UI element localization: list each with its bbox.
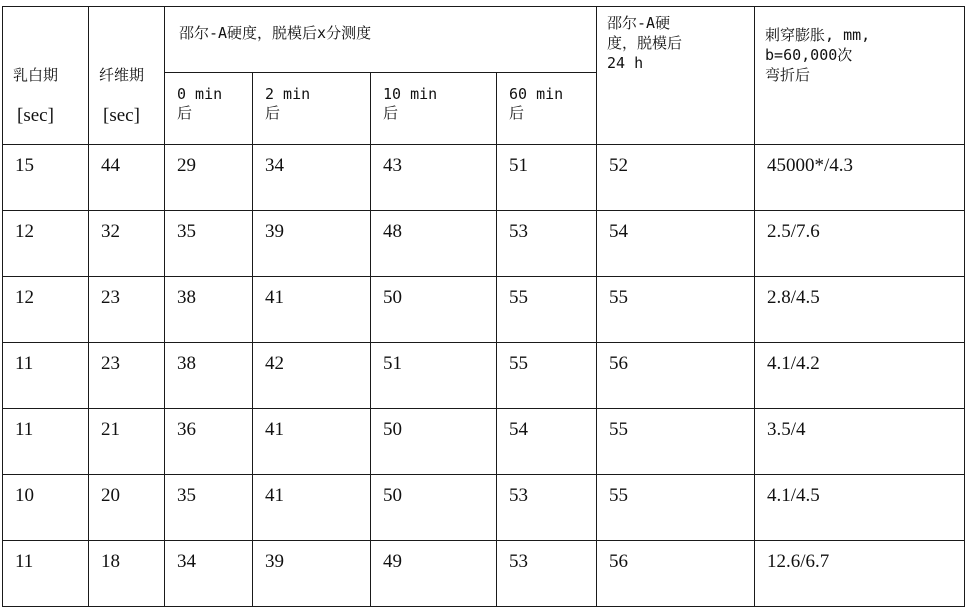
- cell-milk-white: 12: [3, 277, 89, 343]
- header-sub-10min: [371, 73, 497, 145]
- cell-10min: 43: [371, 145, 497, 211]
- cell-milk-white: 12: [3, 211, 89, 277]
- cell-24h: 56: [597, 541, 755, 607]
- header-shore-a-24h-label: 邵尔-A硬 度，脱模后 24 h: [607, 14, 683, 72]
- cell-0min: 29: [165, 145, 253, 211]
- cell-puncture: 45000*/4.3: [755, 145, 965, 211]
- cell-milk-white: 11: [3, 343, 89, 409]
- cell-fiber: 23: [89, 343, 165, 409]
- header-shore-a-group: [165, 7, 597, 73]
- cell-60min: 54: [497, 409, 597, 475]
- table-row: [3, 211, 965, 277]
- header-puncture: [755, 7, 965, 145]
- cell-60min: 55: [497, 343, 597, 409]
- header-sub-0min-label: 0 min 后: [177, 85, 223, 122]
- header-sub-60min-label: 60 min 后: [509, 85, 564, 122]
- cell-0min: 34: [165, 541, 253, 607]
- cell-2min: 39: [253, 211, 371, 277]
- header-fiber-label: 纤维期: [99, 66, 145, 84]
- cell-fiber: 32: [89, 211, 165, 277]
- header-sub-0min: [165, 73, 253, 145]
- table-row: [3, 475, 965, 541]
- cell-fiber: 20: [89, 475, 165, 541]
- cell-24h: 56: [597, 343, 755, 409]
- header-shore-a-24h: [597, 7, 755, 145]
- data-table: [2, 6, 965, 607]
- cell-60min: 51: [497, 145, 597, 211]
- header-milk-white-unit: [sec]: [17, 105, 54, 126]
- header-fiber-unit: [sec]: [103, 105, 140, 126]
- header-sub-2min-label: 2 min 后: [265, 85, 311, 122]
- cell-2min: 41: [253, 409, 371, 475]
- cell-2min: 41: [253, 475, 371, 541]
- cell-60min: 53: [497, 211, 597, 277]
- cell-fiber: 23: [89, 277, 165, 343]
- cell-24h: 52: [597, 145, 755, 211]
- table-row: [3, 541, 965, 607]
- cell-fiber: 21: [89, 409, 165, 475]
- cell-0min: 35: [165, 211, 253, 277]
- cell-fiber: 18: [89, 541, 165, 607]
- header-sub-10min-label: 10 min 后: [383, 85, 438, 122]
- header-fiber-period: [89, 7, 165, 145]
- cell-milk-white: 15: [3, 145, 89, 211]
- header-milk-white-period: [3, 7, 89, 145]
- cell-10min: 50: [371, 475, 497, 541]
- cell-10min: 49: [371, 541, 497, 607]
- header-sub-60min: [497, 73, 597, 145]
- cell-fiber: 44: [89, 145, 165, 211]
- cell-0min: 38: [165, 277, 253, 343]
- cell-2min: 42: [253, 343, 371, 409]
- table-row: [3, 409, 965, 475]
- header-row-1: [3, 7, 965, 73]
- cell-24h: 55: [597, 277, 755, 343]
- cell-2min: 34: [253, 145, 371, 211]
- cell-milk-white: 11: [3, 409, 89, 475]
- cell-2min: 41: [253, 277, 371, 343]
- table-row: [3, 277, 965, 343]
- cell-10min: 48: [371, 211, 497, 277]
- cell-60min: 53: [497, 475, 597, 541]
- cell-10min: 51: [371, 343, 497, 409]
- header-shore-a-group-label: 邵尔-A硬度，脱模后x分测度: [179, 24, 372, 42]
- table-row: [3, 145, 965, 211]
- cell-60min: 55: [497, 277, 597, 343]
- cell-puncture: 2.8/4.5: [755, 277, 965, 343]
- table-row: [3, 343, 965, 409]
- cell-24h: 54: [597, 211, 755, 277]
- cell-60min: 53: [497, 541, 597, 607]
- cell-milk-white: 11: [3, 541, 89, 607]
- cell-milk-white: 10: [3, 475, 89, 541]
- cell-puncture: 4.1/4.5: [755, 475, 965, 541]
- cell-0min: 35: [165, 475, 253, 541]
- cell-10min: 50: [371, 409, 497, 475]
- cell-puncture: 3.5/4: [755, 409, 965, 475]
- cell-2min: 39: [253, 541, 371, 607]
- header-puncture-label: 刺穿膨胀, mm, b=60,000次 弯折后: [765, 26, 871, 84]
- cell-24h: 55: [597, 475, 755, 541]
- cell-puncture: 2.5/7.6: [755, 211, 965, 277]
- header-milk-white-label: 乳白期: [13, 66, 59, 84]
- cell-0min: 36: [165, 409, 253, 475]
- cell-puncture: 12.6/6.7: [755, 541, 965, 607]
- cell-puncture: 4.1/4.2: [755, 343, 965, 409]
- cell-10min: 50: [371, 277, 497, 343]
- cell-0min: 38: [165, 343, 253, 409]
- header-sub-2min: [253, 73, 371, 145]
- cell-24h: 55: [597, 409, 755, 475]
